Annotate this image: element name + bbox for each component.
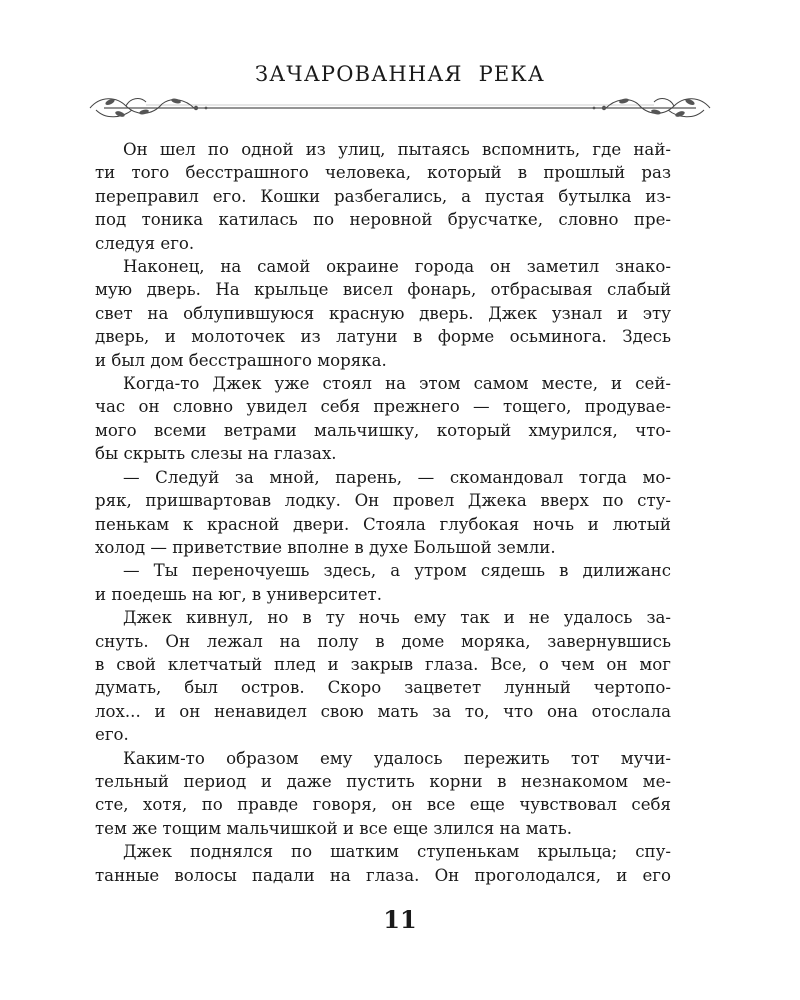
- paragraph: [95, 255, 671, 372]
- paragraph: [95, 372, 671, 466]
- text-line: пенькам к красной двери. Стояла глубокая ночь и лютый: [95, 514, 671, 534]
- body-text: [95, 138, 671, 887]
- text-line: под тоника катилась по неровной брусчатке, словно пре-: [95, 210, 671, 230]
- paragraph: [95, 606, 671, 746]
- text-line: — Следуй за мной, парень, — скомандовал тогда мо-: [123, 467, 671, 487]
- text-line: тельный период и даже пустить корни в незнакомом ме-: [95, 771, 671, 791]
- text-line: в свой клетчатый плед и закрыв глаза. Все, о чем он мог: [95, 654, 671, 674]
- text-line: Он шел по одной из улиц, пытаясь вспомнить, где най-: [123, 140, 671, 159]
- paragraph: [95, 747, 671, 841]
- text-line: Когда-то Джек уже стоял на этом самом месте, и сей-: [123, 374, 671, 394]
- text-line: его.: [95, 725, 129, 745]
- text-line: — Ты переночуешь здесь, а утром сядешь в дилижанс: [123, 561, 671, 581]
- text-line: переправил его. Кошки разбегались, а пустая бутылка из-: [95, 186, 671, 206]
- text-line: дверь, и молоточек из латуни в форме осьминога. Здесь: [95, 327, 671, 347]
- text-line: свет на облупившуюся красную дверь. Джек узнал и эту: [95, 303, 671, 323]
- text-line: час он словно увидел себя прежнего — тощего, продувае-: [95, 397, 671, 417]
- paragraph: [95, 138, 671, 255]
- text-line: Джек поднялся по шатким ступенькам крыльца; спу-: [123, 842, 671, 862]
- text-line: Джек кивнул, но в ту ночь ему так и не удалось за-: [123, 608, 671, 628]
- text-line: и поедешь на юг, в университет.: [95, 584, 382, 604]
- paragraph: [95, 840, 671, 887]
- text-line: танные волосы падали на глаза. Он проголодался, и его: [95, 865, 671, 885]
- text-line: ти того бесстрашного человека, который в прошлый раз: [95, 163, 671, 183]
- text-line: сте, хотя, по правде говоря, он все еще чувствовал себя: [95, 795, 671, 815]
- text-line: мую дверь. На крыльце висел фонарь, отбрасывая слабый: [95, 280, 671, 300]
- text-line: и был дом бесстрашного моряка.: [95, 350, 387, 370]
- text-line: тем же тощим мальчишкой и все еще злился на мать.: [95, 818, 573, 838]
- text-line: ряк, пришвартовав лодку. Он провел Джека вверх по сту-: [95, 491, 671, 511]
- paragraph: [95, 466, 671, 560]
- running-title: ЗАЧАРОВАННАЯ РЕКА: [255, 62, 545, 86]
- page-number: 11: [383, 905, 417, 934]
- text-line: мого всеми ветрами мальчишку, который хмурился, что-: [95, 420, 671, 440]
- text-line: холод — приветствие вполне в духе Большой земли.: [95, 537, 556, 557]
- text-line: лох... и он ненавидел свою мать за то, что она отослала: [95, 701, 671, 721]
- floral-divider-icon: [86, 92, 714, 124]
- text-line: снуть. Он лежал на полу в доме моряка, завернувшись: [95, 631, 671, 651]
- text-line: Наконец, на самой окраине города он заметил знако-: [123, 257, 671, 277]
- text-line: бы скрыть слезы на глазах.: [95, 444, 337, 464]
- paragraph: [95, 559, 671, 606]
- text-line: следуя его.: [95, 233, 195, 253]
- text-line: Каким-то образом ему удалось пережить тот мучи-: [123, 748, 671, 768]
- text-line: думать, был остров. Скоро зацветет лунный чертопо-: [95, 678, 671, 698]
